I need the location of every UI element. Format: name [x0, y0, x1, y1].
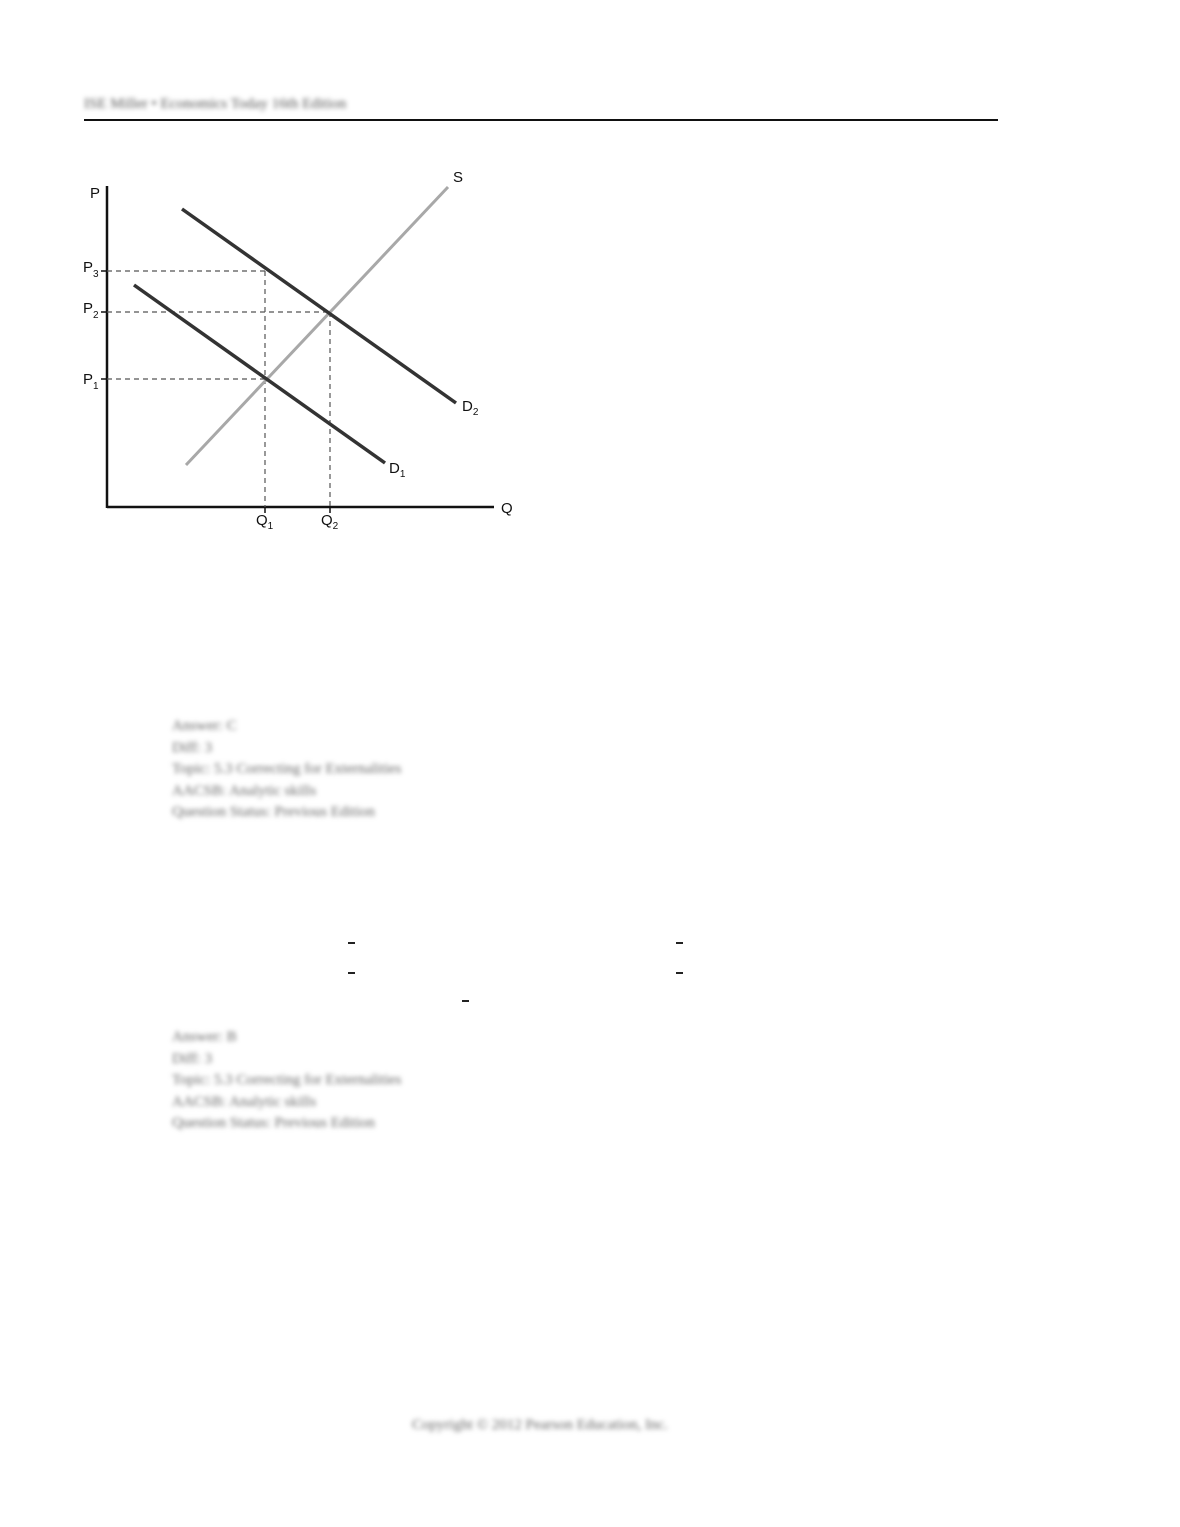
- label-q2: $Q_2$: [321, 512, 339, 532]
- blank-mark: [676, 972, 683, 974]
- status-line: Question Status: Previous Edition: [172, 1115, 375, 1131]
- label-supply: S: [453, 169, 464, 186]
- difficulty-line: Diff: 3: [172, 1050, 213, 1067]
- blank-mark: [676, 942, 683, 944]
- copyright-footer: Copyright © 2012 Pearson Education, Inc.: [412, 1417, 668, 1433]
- blank-mark: [348, 942, 355, 944]
- header-rule: [84, 119, 998, 121]
- answer-line: Answer: B: [172, 1029, 237, 1045]
- supply-curve: [186, 187, 448, 465]
- label-q1: $Q_1$: [256, 512, 274, 532]
- label-p2: $P_2$: [83, 300, 99, 321]
- blank-mark: [348, 972, 355, 974]
- demand-curve-d2: [182, 209, 456, 403]
- label-d2: $D_2$: [462, 398, 479, 418]
- demand-curve-d1: [134, 285, 385, 463]
- aacsb-line: AACSB: Analytic skills: [172, 782, 317, 799]
- answer-line: Answer: C: [172, 718, 237, 734]
- label-q-axis: Q: [501, 500, 513, 517]
- topic-line: Topic: 5.3 Correcting for Externalities: [172, 1072, 402, 1088]
- label-d1: $D_1$: [389, 460, 406, 480]
- answer-block-1: [172, 716, 401, 824]
- status-line: Question Status: Previous Edition: [172, 804, 375, 820]
- blank-mark: [462, 1000, 469, 1002]
- aacsb-line: AACSB: Analytic skills: [172, 1093, 317, 1110]
- label-p-axis: P: [90, 185, 101, 202]
- supply-demand-graph: [70, 160, 530, 540]
- running-header: ISE Miller • Economics Today 16th Edition: [84, 96, 347, 112]
- answer-block-2: [172, 1027, 401, 1135]
- label-p3: $P_3$: [83, 259, 99, 280]
- topic-line: Topic: 5.3 Correcting for Externalities: [172, 761, 402, 777]
- difficulty-line: Diff: 3: [172, 739, 213, 756]
- label-p1: $P_1$: [83, 371, 99, 392]
